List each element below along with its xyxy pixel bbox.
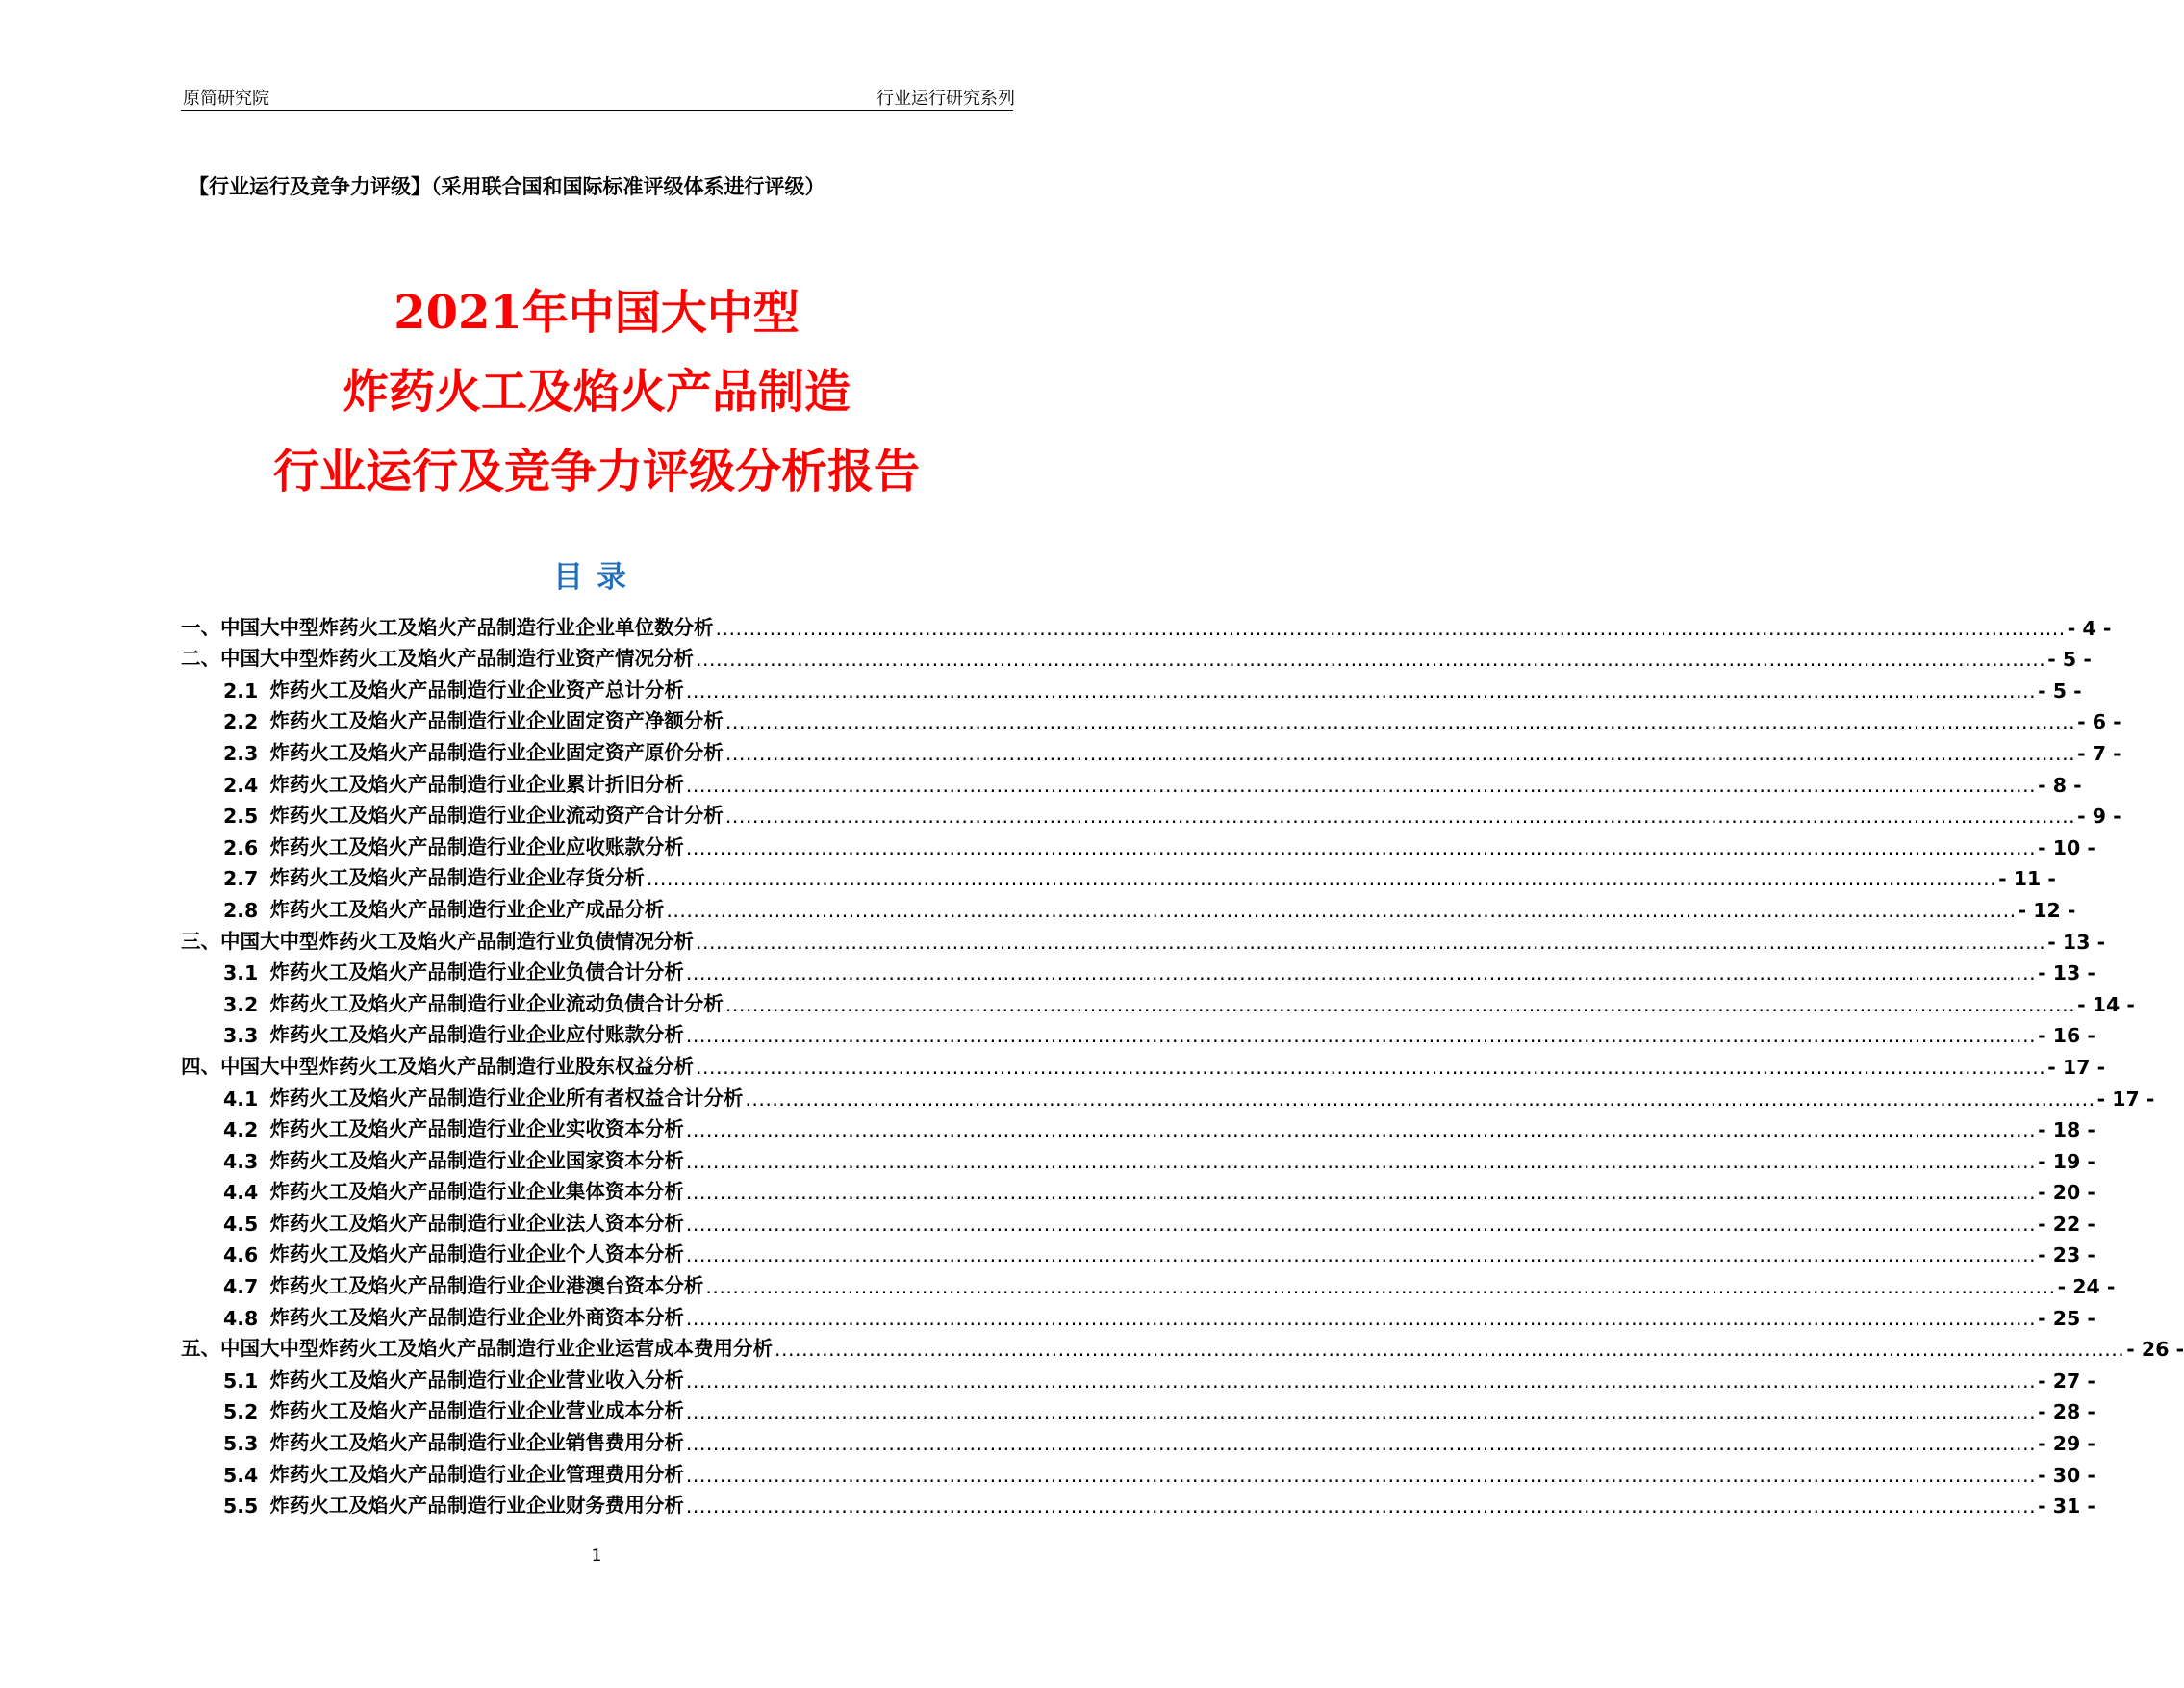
toc-entry-title: 炸药火工及焰火产品制造行业企业营业收入分析 [269,1368,684,1392]
toc-entry-title: 炸药火工及焰火产品制造行业企业流动负债合计分析 [269,991,724,1015]
toc-page-number: - 22 - [2038,1212,2095,1236]
toc-subentry[interactable] [181,954,2095,985]
toc-entry-title: 四、中国大中型炸药火工及焰火产品制造行业股东权益分析 [181,1054,694,1078]
toc-dot-leader: ........................................................................................................................................................................................................ [685,1306,2037,1330]
toc-entry-title: 炸药火工及焰火产品制造行业企业固定资产原价分析 [269,740,724,764]
toc-entry-title: 炸药火工及焰火产品制造行业企业存货分析 [269,866,645,890]
toc-page-number: - 27 - [2038,1368,2095,1393]
toc-subentry[interactable] [181,859,2056,891]
toc-dot-leader: ........................................................................................................................................................................................................ [685,1024,2037,1048]
toc-entry-title: 炸药火工及焰火产品制造行业企业流动资产合计分析 [269,804,724,828]
toc-entry[interactable] [181,922,2106,954]
toc-subentry[interactable] [181,703,2121,734]
toc-entry-number: 2.2 [223,710,259,734]
toc-dot-leader: ........................................................................................................................................................................................................ [724,805,2076,829]
toc-dot-leader: ........................................................................................................................................................................................................ [724,710,2076,734]
toc-page-number: - 26 - [2126,1338,2184,1362]
toc-subentry[interactable] [181,1393,2095,1424]
toc-entry-number: 5.1 [223,1368,259,1393]
toc-entry-number: 5.5 [223,1495,259,1519]
toc-entry-number: 2.7 [223,867,259,891]
toc-dot-leader: ........................................................................................................................................................................................................ [685,1243,2037,1267]
toc-dot-leader: ........................................................................................................................................................................................................ [685,1212,2037,1236]
toc-entry[interactable] [181,1047,2106,1079]
toc-page-number: - 11 - [1998,867,2056,891]
toc-page-number: - 18 - [2038,1118,2095,1142]
header-divider [181,110,1013,111]
toc-dot-leader: ........................................................................................................................................................................................................ [715,616,2066,640]
toc-dot-leader: ........................................................................................................................................................................................................ [685,1495,2037,1519]
toc-entry-number: 2.6 [223,835,259,859]
toc-dot-leader: ........................................................................................................................................................................................................ [745,1087,2095,1111]
toc-entry-number: 5.4 [223,1463,259,1487]
toc-subentry[interactable] [181,765,2082,797]
header-institute: 原简研究院 [183,89,269,109]
toc-entry-title: 炸药火工及焰火产品制造行业企业资产总计分析 [269,678,684,702]
toc-dot-leader: ........................................................................................................................................................................................................ [696,930,2046,954]
toc-page-number: - 17 - [2096,1087,2155,1111]
toc-subentry[interactable] [181,733,2121,765]
toc-page-number: - 4 - [2067,616,2112,640]
toc-entry[interactable] [181,1330,2184,1362]
toc-entry-number: 3.2 [223,992,259,1016]
toc-dot-leader: ........................................................................................................................................................................................................ [685,773,2037,797]
toc-page-number: - 5 - [2047,648,2092,672]
toc-entry-title: 一、中国大中型炸药火工及焰火产品制造行业企业单位数分析 [181,615,714,639]
toc-page-number: - 10 - [2038,835,2095,859]
page-number: 1 [591,1547,602,1566]
toc-page-number: - 23 - [2038,1243,2095,1267]
toc-entry-number: 3.3 [223,1024,259,1048]
toc-dot-leader: ........................................................................................................................................................................................................ [666,898,2017,922]
toc-subentry[interactable] [181,671,2082,703]
toc-subentry[interactable] [181,1079,2155,1111]
report-title-line-2: 炸药火工及焰火产品制造 [342,365,851,419]
toc-page-number: - 13 - [2047,930,2106,954]
toc-entry-number: 2.1 [223,678,259,703]
toc-subentry[interactable] [181,1361,2095,1393]
toc-page-number: - 14 - [2077,992,2135,1016]
toc-entry[interactable] [181,608,2112,640]
header-series: 行业运行研究系列 [876,89,1015,109]
toc-entry-number: 2.4 [223,773,259,797]
toc-entry-number: 4.2 [223,1118,259,1142]
toc-heading: 目录 [553,560,640,595]
toc-entry-title: 三、中国大中型炸药火工及焰火产品制造行业负债情况分析 [181,929,694,953]
toc-subentry[interactable] [181,985,2135,1016]
toc-entry-title: 炸药火工及焰火产品制造行业企业管理费用分析 [269,1462,684,1486]
toc-entry-number: 2.3 [223,741,259,765]
toc-dot-leader: ........................................................................................................................................................................................................ [685,961,2037,985]
table-of-contents [181,608,2184,1519]
toc-entry-title: 炸药火工及焰火产品制造行业企业实收资本分析 [269,1117,684,1141]
toc-dot-leader: ........................................................................................................................................................................................................ [685,1463,2037,1487]
toc-entry-title: 炸药火工及焰火产品制造行业企业所有者权益合计分析 [269,1086,744,1110]
toc-entry-number: 2.5 [223,805,259,829]
toc-entry-number: 3.1 [223,961,259,985]
toc-page-number: - 25 - [2038,1306,2095,1330]
toc-entry-title: 炸药火工及焰火产品制造行业企业固定资产净额分析 [269,709,724,733]
toc-page-number: - 29 - [2038,1432,2095,1456]
toc-dot-leader: ........................................................................................................................................................................................................ [685,1181,2037,1205]
toc-dot-leader: ........................................................................................................................................................................................................ [685,1400,2037,1424]
toc-entry[interactable] [181,640,2092,672]
toc-entry-title: 炸药火工及焰火产品制造行业企业应收账款分析 [269,834,684,858]
toc-dot-leader: ........................................................................................................................................................................................................ [724,992,2076,1016]
toc-dot-leader: ........................................................................................................................................................................................................ [705,1275,2056,1299]
toc-page-number: - 13 - [2038,961,2095,985]
toc-dot-leader: ........................................................................................................................................................................................................ [696,648,2046,672]
toc-entry-title: 炸药火工及焰火产品制造行业企业集体资本分析 [269,1180,684,1204]
toc-page-number: - 30 - [2038,1463,2095,1487]
toc-entry-number: 4.1 [223,1087,259,1111]
toc-page-number: - 31 - [2038,1495,2095,1519]
toc-dot-leader: ........................................................................................................................................................................................................ [775,1338,2125,1362]
toc-dot-leader: ........................................................................................................................................................................................................ [685,1432,2037,1456]
toc-dot-leader: ........................................................................................................................................................................................................ [685,678,2037,703]
toc-subentry[interactable] [181,1266,2116,1299]
report-title-line-3: 行业运行及竞争力评级分析报告 [272,445,920,499]
toc-subentry[interactable] [181,1173,2095,1205]
toc-page-number: - 6 - [2077,710,2121,734]
toc-dot-leader: ........................................................................................................................................................................................................ [646,867,1997,891]
report-title-line-1: 2021年中国大中型 [394,286,800,340]
toc-entry-title: 炸药火工及焰火产品制造行业企业累计折旧分析 [269,772,684,796]
toc-entry-title: 炸药火工及焰火产品制造行业企业外商资本分析 [269,1305,684,1329]
toc-dot-leader: ........................................................................................................................................................................................................ [724,741,2076,765]
toc-entry-title: 炸药火工及焰火产品制造行业企业产成品分析 [269,897,665,921]
toc-entry-title: 炸药火工及焰火产品制造行业企业营业成本分析 [269,1399,684,1423]
toc-subentry[interactable] [181,1455,2095,1487]
toc-entry-number: 4.7 [223,1275,259,1299]
toc-dot-leader: ........................................................................................................................................................................................................ [685,1368,2037,1393]
toc-subentry[interactable] [181,1423,2095,1456]
toc-subentry[interactable] [181,890,2076,922]
toc-entry-title: 炸药火工及焰火产品制造行业企业销售费用分析 [269,1431,684,1455]
toc-entry-title: 二、中国大中型炸药火工及焰火产品制造行业资产情况分析 [181,647,694,671]
toc-entry-number: 2.8 [223,898,259,922]
toc-page-number: - 17 - [2047,1055,2106,1079]
toc-page-number: - 7 - [2077,741,2121,765]
toc-dot-leader: ........................................................................................................................................................................................................ [685,835,2037,859]
toc-entry-title: 炸药火工及焰火产品制造行业企业财务费用分析 [269,1494,684,1518]
toc-subentry[interactable] [181,1111,2095,1142]
toc-entry-title: 炸药火工及焰火产品制造行业企业负债合计分析 [269,960,684,985]
toc-page-number: - 8 - [2038,773,2082,797]
toc-entry-number: 5.3 [223,1432,259,1456]
toc-entry-number: 4.4 [223,1181,259,1205]
toc-page-number: - 9 - [2077,805,2121,829]
toc-subentry[interactable] [181,1141,2095,1173]
toc-dot-leader: ........................................................................................................................................................................................................ [696,1055,2046,1079]
toc-entry-number: 4.6 [223,1243,259,1267]
toc-entry-title: 炸药火工及焰火产品制造行业企业港澳台资本分析 [269,1274,704,1298]
toc-dot-leader: ........................................................................................................................................................................................................ [685,1118,2037,1142]
rating-subtitle: 【行业运行及竞争力评级】（采用联合国和国际标准评级体系进行评级） [189,175,825,198]
toc-subentry[interactable] [181,797,2121,829]
toc-page-number: - 12 - [2018,898,2076,922]
toc-subentry[interactable] [181,828,2095,859]
toc-page-number: - 16 - [2038,1024,2095,1048]
toc-page-number: - 20 - [2038,1181,2095,1205]
toc-subentry[interactable] [181,1016,2095,1048]
toc-dot-leader: ........................................................................................................................................................................................................ [685,1149,2037,1173]
toc-entry-number: 4.8 [223,1306,259,1330]
toc-subentry[interactable] [181,1204,2095,1236]
toc-subentry[interactable] [181,1236,2095,1267]
toc-subentry[interactable] [181,1298,2095,1330]
toc-entry-title: 炸药火工及焰火产品制造行业企业法人资本分析 [269,1211,684,1235]
toc-entry-number: 4.3 [223,1149,259,1173]
toc-entry-title: 炸药火工及焰火产品制造行业企业应付账款分析 [269,1023,684,1047]
toc-page-number: - 5 - [2038,678,2082,703]
toc-entry-title: 五、中国大中型炸药火工及焰火产品制造行业企业运营成本费用分析 [181,1337,773,1361]
toc-entry-title: 炸药火工及焰火产品制造行业企业国家资本分析 [269,1148,684,1172]
toc-entry-number: 4.5 [223,1212,259,1236]
toc-entry-number: 5.2 [223,1400,259,1424]
toc-subentry[interactable] [181,1487,2095,1519]
toc-page-number: - 24 - [2057,1275,2116,1299]
toc-page-number: - 19 - [2038,1149,2095,1173]
toc-page-number: - 28 - [2038,1400,2095,1424]
toc-entry-title: 炸药火工及焰火产品制造行业企业个人资本分析 [269,1242,684,1266]
